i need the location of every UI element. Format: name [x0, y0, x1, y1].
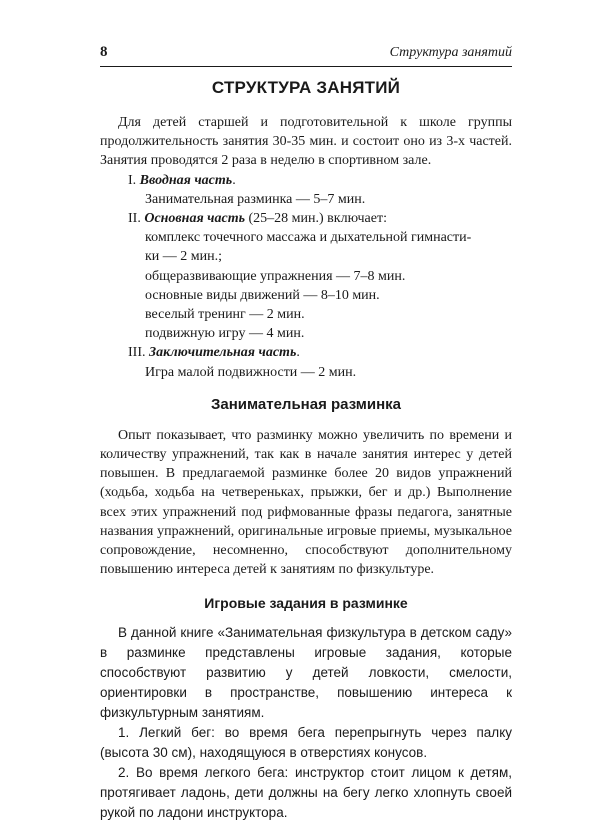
running-header [100, 44, 512, 67]
page-content [100, 78, 512, 823]
part-2-item: подвижную игру — 4 мин. [145, 326, 305, 342]
section-title-structure: СТРУКТУРА ЗАНЯТИЙ [211, 78, 401, 97]
part-1-item: Занимательная разминка — 5–7 мин. [145, 191, 366, 207]
game-task-item: 1. Легкий бег: во время бега перепрыгнуть через палку (высота 30 см), находящуюся в отверстиях конусов. [100, 725, 512, 761]
part-1-numeral: I. [128, 172, 140, 188]
part-3-heading [100, 343, 512, 362]
part-1-name: Вводная часть [139, 172, 233, 188]
part-2-heading [100, 209, 512, 228]
part-2-rest: (25–28 мин.) включает: [245, 211, 387, 227]
part-3-name: Заключительная часть [149, 345, 297, 361]
warmup-paragraph: Опыт показывает, что разминку можно увеличить по времени и количеству упражнений, так как в начале занятия интерес у детей повышен. В предлагаемой разминке более 20 видов упражнений (ходьба, ходьба на четвереньках, прыжки, бег и др.) Выполнение всех этих упражнений под рифмованные фразы педагога, занятные названия упражнений, оригинальные игровые приемы, музыкальное сопровождение, несомненно, способствуют дополнительному повышению интереса детей к занятиям по физкультуре. [100, 427, 512, 578]
part-2-numeral: II. [128, 211, 145, 227]
part-2-item: ки — 2 мин.; [145, 249, 223, 265]
part-3-item: Игра малой подвижности — 2 мин. [145, 364, 357, 380]
part-3-numeral: III. [128, 345, 149, 361]
part-3-end: . [296, 345, 300, 361]
part-2-name: Основная часть [144, 211, 246, 227]
intro-paragraph: Для детей старшей и подготовительной к школе группы продолжительность занятия 30-35 мин. и состоит оно из 3-х частей. Занятия проводятся 2 раза в неделю в спортивном зале. [100, 115, 512, 169]
section-title-warmup: Занимательная разминка [210, 395, 402, 413]
page-number: 8 [100, 44, 108, 60]
part-2-item: комплекс точечного массажа и дыхательной гимнасти- [145, 230, 472, 246]
part-1-heading [100, 171, 512, 190]
section-title-game-tasks: Игровые задания в разминке [204, 595, 408, 612]
game-tasks-paragraph: В данной книге «Занимательная физкультура в детском саду» в разминке представлены игровые задания, которые способствуют развитию у детей ловкости, смелости, ориентировки в пространстве, повышению интереса к физкультурным занятиям. [100, 625, 512, 721]
running-title: Структура занятий [389, 45, 512, 60]
part-1-end: . [232, 172, 236, 188]
part-2-item: общеразвивающие упражнения — 7–8 мин. [145, 268, 406, 284]
part-2-item: основные виды движений — 8–10 мин. [145, 287, 380, 303]
game-task-item: 2. Во время легкого бега: инструктор стоит лицом к детям, протягивает ладонь, дети должны на бегу легко хлопнуть своей рукой по ладони инструктора. [100, 765, 512, 821]
part-2-item: веселый тренинг — 2 мин. [145, 307, 305, 323]
